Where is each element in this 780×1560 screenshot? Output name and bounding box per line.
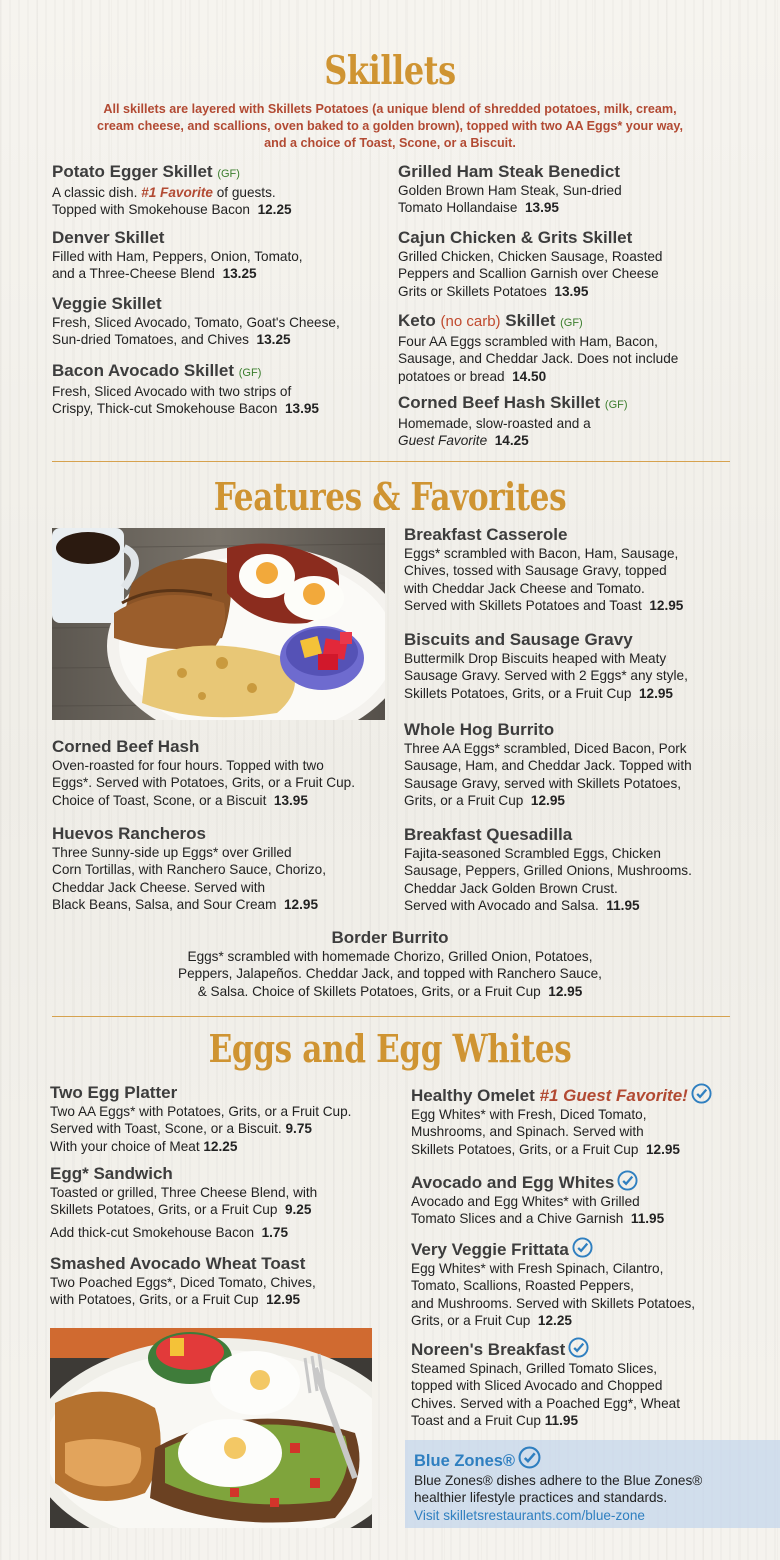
section-divider	[52, 461, 730, 462]
gf-tag: (GF)	[217, 168, 240, 180]
item-name: Two Egg Platter	[50, 1083, 178, 1102]
item-desc: Egg Whites* with Fresh, Diced Tomato,	[411, 1107, 647, 1122]
item-price: 12.95	[266, 1292, 301, 1308]
item-price: 12.95	[548, 983, 583, 999]
item-name: Border Burrito	[331, 928, 449, 947]
item-price: 13.25	[256, 332, 291, 348]
item-desc: Skillets Potatoes, Grits, or a Fruit Cup	[50, 1202, 278, 1218]
menu-item-two-egg-platter	[50, 1083, 351, 1155]
item-price: 12.95	[645, 1141, 680, 1157]
item-desc: topped with Sliced Avocado and Chopped	[411, 1378, 663, 1394]
item-price: 12.95	[649, 597, 684, 613]
item-desc: Black Beans, Salsa, and Sour Cream	[52, 896, 277, 912]
item-desc: Fajita-seasoned Scrambled Eggs, Chicken	[404, 846, 661, 861]
item-desc: Sausage, Peppers, Grilled Onions, Mushrooms.	[404, 863, 692, 879]
item-price: 14.25	[494, 433, 529, 449]
blue-zone-check-icon	[518, 1446, 541, 1469]
item-name: Avocado and Egg Whites	[411, 1173, 615, 1192]
item-desc: Oven-roasted for four hours. Topped with two	[52, 758, 324, 773]
menu-item-egg-sandwich	[50, 1164, 317, 1241]
item-name: Denver Skillet	[52, 228, 165, 247]
blue-zones-link[interactable]: Visit skilletsrestaurants.com/blue-zone	[414, 1507, 645, 1523]
blue-zone-check-icon	[572, 1237, 593, 1258]
item-desc: Toasted or grilled, Three Cheese Blend, with	[50, 1185, 318, 1200]
item-desc: Topped with Smokehouse Bacon	[52, 202, 250, 218]
menu-item-breakfast-casserole	[404, 525, 683, 614]
item-desc: Eggs* scrambled with homemade Chorizo, Grilled Onion, Potatoes,	[187, 949, 593, 964]
item-desc: Grits, or a Fruit Cup	[404, 792, 524, 808]
item-desc: Toast and a Fruit Cup	[411, 1412, 541, 1428]
menu-item-denver	[52, 228, 303, 283]
blue-zones-desc: healthier lifestyle practices and standards.	[414, 1490, 668, 1506]
blue-zones-info	[414, 1446, 702, 1524]
item-price: 11.95	[630, 1211, 665, 1227]
section-divider	[52, 1016, 730, 1017]
item-desc: Sausage, Ham, and Cheddar Jack. Topped with	[404, 758, 692, 774]
intro-line: All skillets are layered with Skillets Potatoes (a unique blend of shredded potatoes, milk, cream,	[103, 102, 677, 116]
menu-item-veggie-frittata	[411, 1237, 695, 1329]
item-name: Biscuits and Sausage Gravy	[404, 630, 633, 649]
menu-item-corned-beef-hash	[52, 737, 355, 809]
menu-item-ham-benedict	[398, 162, 622, 217]
item-name: Whole Hog Burrito	[404, 720, 555, 739]
item-desc: Sausage Gravy, served with Skillets Potatoes,	[404, 775, 682, 791]
skillets-title: Skillets	[324, 48, 456, 94]
item-name: Keto	[398, 311, 436, 330]
item-desc: Guest Favorite	[398, 433, 488, 449]
item-desc: Cheddar Jack Cheese. Served with	[52, 879, 266, 895]
menu-item-border-burrito	[90, 928, 690, 1000]
menu-item-corned-skillet	[398, 393, 628, 450]
item-price: 11.95	[606, 897, 640, 913]
item-name: Cajun Chicken & Grits Skillet	[398, 228, 633, 247]
item-desc: and Mushrooms. Served with Skillets Potatoes,	[411, 1295, 696, 1311]
item-desc: Served with Skillets Potatoes and Toast	[404, 597, 642, 613]
favorite-badge: #1 Guest Favorite!	[539, 1086, 688, 1105]
blue-zones-desc: Blue Zones® dishes adhere to the Blue Zones®	[414, 1473, 703, 1488]
menu-item-cajun	[398, 228, 662, 300]
item-desc: Grits or Skillets Potatoes	[398, 283, 547, 299]
item-desc: Corn Tortillas, with Ranchero Sauce, Chorizo,	[52, 862, 327, 878]
menu-item-breakfast-quesadilla	[404, 825, 692, 914]
no-carb-tag: (no carb)	[440, 313, 501, 330]
item-name: Veggie Skillet	[52, 294, 162, 313]
item-desc: Fresh, Sliced Avocado with two strips of	[52, 384, 292, 399]
item-desc: Cheddar Jack Golden Brown Crust.	[404, 880, 618, 896]
item-desc: Chives. Served with a Poached Egg*, Wheat	[411, 1395, 681, 1411]
item-desc: Skillets Potatoes, Grits, or a Fruit Cup	[411, 1141, 639, 1157]
item-desc: Add thick-cut Smokehouse Bacon	[50, 1224, 255, 1240]
item-price: 13.95	[554, 283, 589, 299]
item-desc: Two AA Eggs* with Potatoes, Grits, or a Fruit Cup.	[50, 1104, 352, 1119]
menu-item-avocado-egg-whites	[411, 1170, 664, 1228]
item-desc: Grits, or a Fruit Cup	[411, 1312, 531, 1328]
menu-item-keto	[398, 311, 678, 385]
item-desc: Avocado and Egg Whites* with Grilled	[411, 1194, 640, 1209]
item-desc: Grilled Chicken, Chicken Sausage, Roasted	[398, 249, 663, 264]
item-price: 13.25	[222, 266, 257, 282]
item-desc: Eggs*. Served with Potatoes, Grits, or a Fruit Cup.	[52, 775, 355, 791]
item-desc: Crispy, Thick-cut Smokehouse Bacon	[52, 401, 278, 417]
item-price: 1.75	[261, 1224, 289, 1240]
item-desc: Homemade, slow-roasted and a	[398, 416, 591, 431]
item-name: Egg* Sandwich	[50, 1164, 173, 1183]
item-desc: Three AA Eggs* scrambled, Diced Bacon, Pork	[404, 741, 687, 756]
item-desc: Peppers, Jalapeños. Cheddar Jack, and topped with Ranchero Sauce,	[178, 966, 602, 982]
item-desc: Peppers and Scallion Garnish over Cheese	[398, 266, 659, 282]
gf-tag: (GF)	[604, 399, 628, 411]
menu-item-bacon-avocado	[52, 361, 319, 418]
item-price: 11.95	[544, 1412, 579, 1428]
item-price: 12.95	[530, 792, 565, 808]
gf-tag: (GF)	[238, 367, 262, 379]
item-price: 13.95	[284, 401, 319, 417]
item-desc: Egg Whites* with Fresh Spinach, Cilantro,	[411, 1261, 664, 1276]
blue-zone-check-icon	[568, 1337, 589, 1358]
item-desc: Choice of Toast, Scone, or a Biscuit	[52, 792, 267, 808]
avocado-toast-photo	[50, 1328, 372, 1528]
item-price: 9.25	[284, 1202, 312, 1218]
favorite-badge: #1 Favorite	[141, 185, 213, 200]
menu-item-potato-egger	[52, 162, 292, 219]
item-desc: Tomato Hollandaise	[398, 200, 518, 216]
item-desc: Fresh, Sliced Avocado, Tomato, Goat's Cheese,	[52, 315, 340, 330]
item-name: Huevos Rancheros	[52, 824, 206, 843]
item-name: Corned Beef Hash Skillet	[398, 393, 601, 412]
item-price: 12.95	[283, 896, 319, 912]
menu-item-avocado-toast	[50, 1254, 316, 1309]
item-name: Skillet	[505, 311, 556, 330]
item-desc: Sun-dried Tomatoes, and Chives	[52, 332, 249, 348]
item-desc: and a Three-Cheese Blend	[52, 266, 215, 282]
item-name: Very Veggie Frittata	[411, 1240, 569, 1259]
item-desc: Chives, tossed with Sausage Gravy, topped	[404, 563, 667, 579]
skillets-intro	[60, 101, 720, 152]
item-desc: Mushrooms, and Spinach. Served with	[411, 1124, 644, 1140]
item-desc: Tomato, Scallions, Roasted Peppers,	[411, 1278, 634, 1294]
item-price: 12.25	[257, 202, 292, 218]
item-desc: potatoes or bread	[398, 368, 505, 384]
intro-line: cream cheese, and scallions, oven baked to a golden brown), topped with two AA Eggs* your way,	[97, 119, 683, 133]
item-price: 12.25	[537, 1312, 572, 1328]
item-desc: With your choice of Meat	[50, 1138, 200, 1154]
item-name: Corned Beef Hash	[52, 737, 200, 756]
intro-line: and a choice of Toast, Scone, or a Biscuit.	[264, 136, 516, 150]
item-desc: with Potatoes, Grits, or a Fruit Cup	[50, 1292, 259, 1308]
item-desc: Steamed Spinach, Grilled Tomato Slices,	[411, 1361, 658, 1376]
features-title: Features & Favorites	[213, 474, 567, 519]
item-desc: Buttermilk Drop Biscuits heaped with Meaty	[404, 651, 667, 666]
item-desc: with Cheddar Jack Cheese and Tomato.	[404, 580, 645, 596]
item-desc: A classic dish.	[52, 185, 138, 200]
item-desc: Skillets Potatoes, Grits, or a Fruit Cup	[404, 685, 632, 701]
item-name: Bacon Avocado Skillet	[52, 361, 235, 380]
item-name: Breakfast Quesadilla	[404, 825, 573, 844]
item-price: 14.50	[512, 368, 547, 384]
item-name: Healthy Omelet	[411, 1086, 535, 1105]
breakfast-plate-photo	[52, 528, 385, 720]
item-price: 13.95	[273, 792, 308, 808]
item-desc: Three Sunny-side up Eggs* over Grilled	[52, 845, 292, 860]
item-desc: of guests.	[216, 185, 276, 200]
item-name: Grilled Ham Steak Benedict	[398, 162, 621, 181]
item-desc: Served with Avocado and Salsa.	[404, 897, 599, 913]
item-name: Noreen's Breakfast	[411, 1340, 566, 1359]
menu-item-biscuits-gravy	[404, 630, 688, 702]
item-price: 13.95	[524, 200, 559, 216]
menu-item-huevos-rancheros	[52, 824, 326, 913]
item-price: 12.25	[203, 1138, 238, 1154]
eggs-title: Eggs and Egg Whites	[208, 1026, 572, 1071]
item-desc: Sausage Gravy. Served with 2 Eggs* any style,	[404, 668, 688, 684]
item-desc: Two Poached Eggs*, Diced Tomato, Chives,	[50, 1275, 316, 1290]
item-desc: & Salsa. Choice of Skillets Potatoes, Grits, or a Fruit Cup	[197, 983, 541, 999]
gf-tag: (GF)	[560, 317, 583, 329]
item-name: Smashed Avocado Wheat Toast	[50, 1254, 306, 1273]
menu-item-veggie	[52, 294, 340, 349]
item-price: 9.75	[285, 1121, 312, 1137]
menu-item-healthy-omelet	[411, 1083, 712, 1158]
item-desc: Eggs* scrambled with Bacon, Ham, Sausage,	[404, 546, 679, 561]
item-desc: Served with Toast, Scone, or a Biscuit.	[50, 1121, 282, 1137]
item-price: 12.95	[638, 685, 673, 701]
item-desc: Tomato Slices and a Chive Garnish	[411, 1211, 624, 1227]
menu-item-noreens-breakfast	[411, 1337, 680, 1429]
item-name: Breakfast Casserole	[404, 525, 568, 544]
menu-item-whole-hog-burrito	[404, 720, 692, 809]
item-desc: Sausage, and Cheddar Jack. Does not include	[398, 351, 679, 367]
item-desc: Filled with Ham, Peppers, Onion, Tomato,	[52, 249, 303, 264]
item-desc: Golden Brown Ham Steak, Sun-dried	[398, 183, 622, 198]
blue-zone-check-icon	[617, 1170, 638, 1191]
blue-zone-check-icon	[691, 1083, 712, 1104]
blue-zones-title: Blue Zones®	[414, 1452, 516, 1470]
item-desc: Four AA Eggs scrambled with Ham, Bacon,	[398, 334, 658, 349]
item-name: Potato Egger Skillet	[52, 162, 213, 181]
